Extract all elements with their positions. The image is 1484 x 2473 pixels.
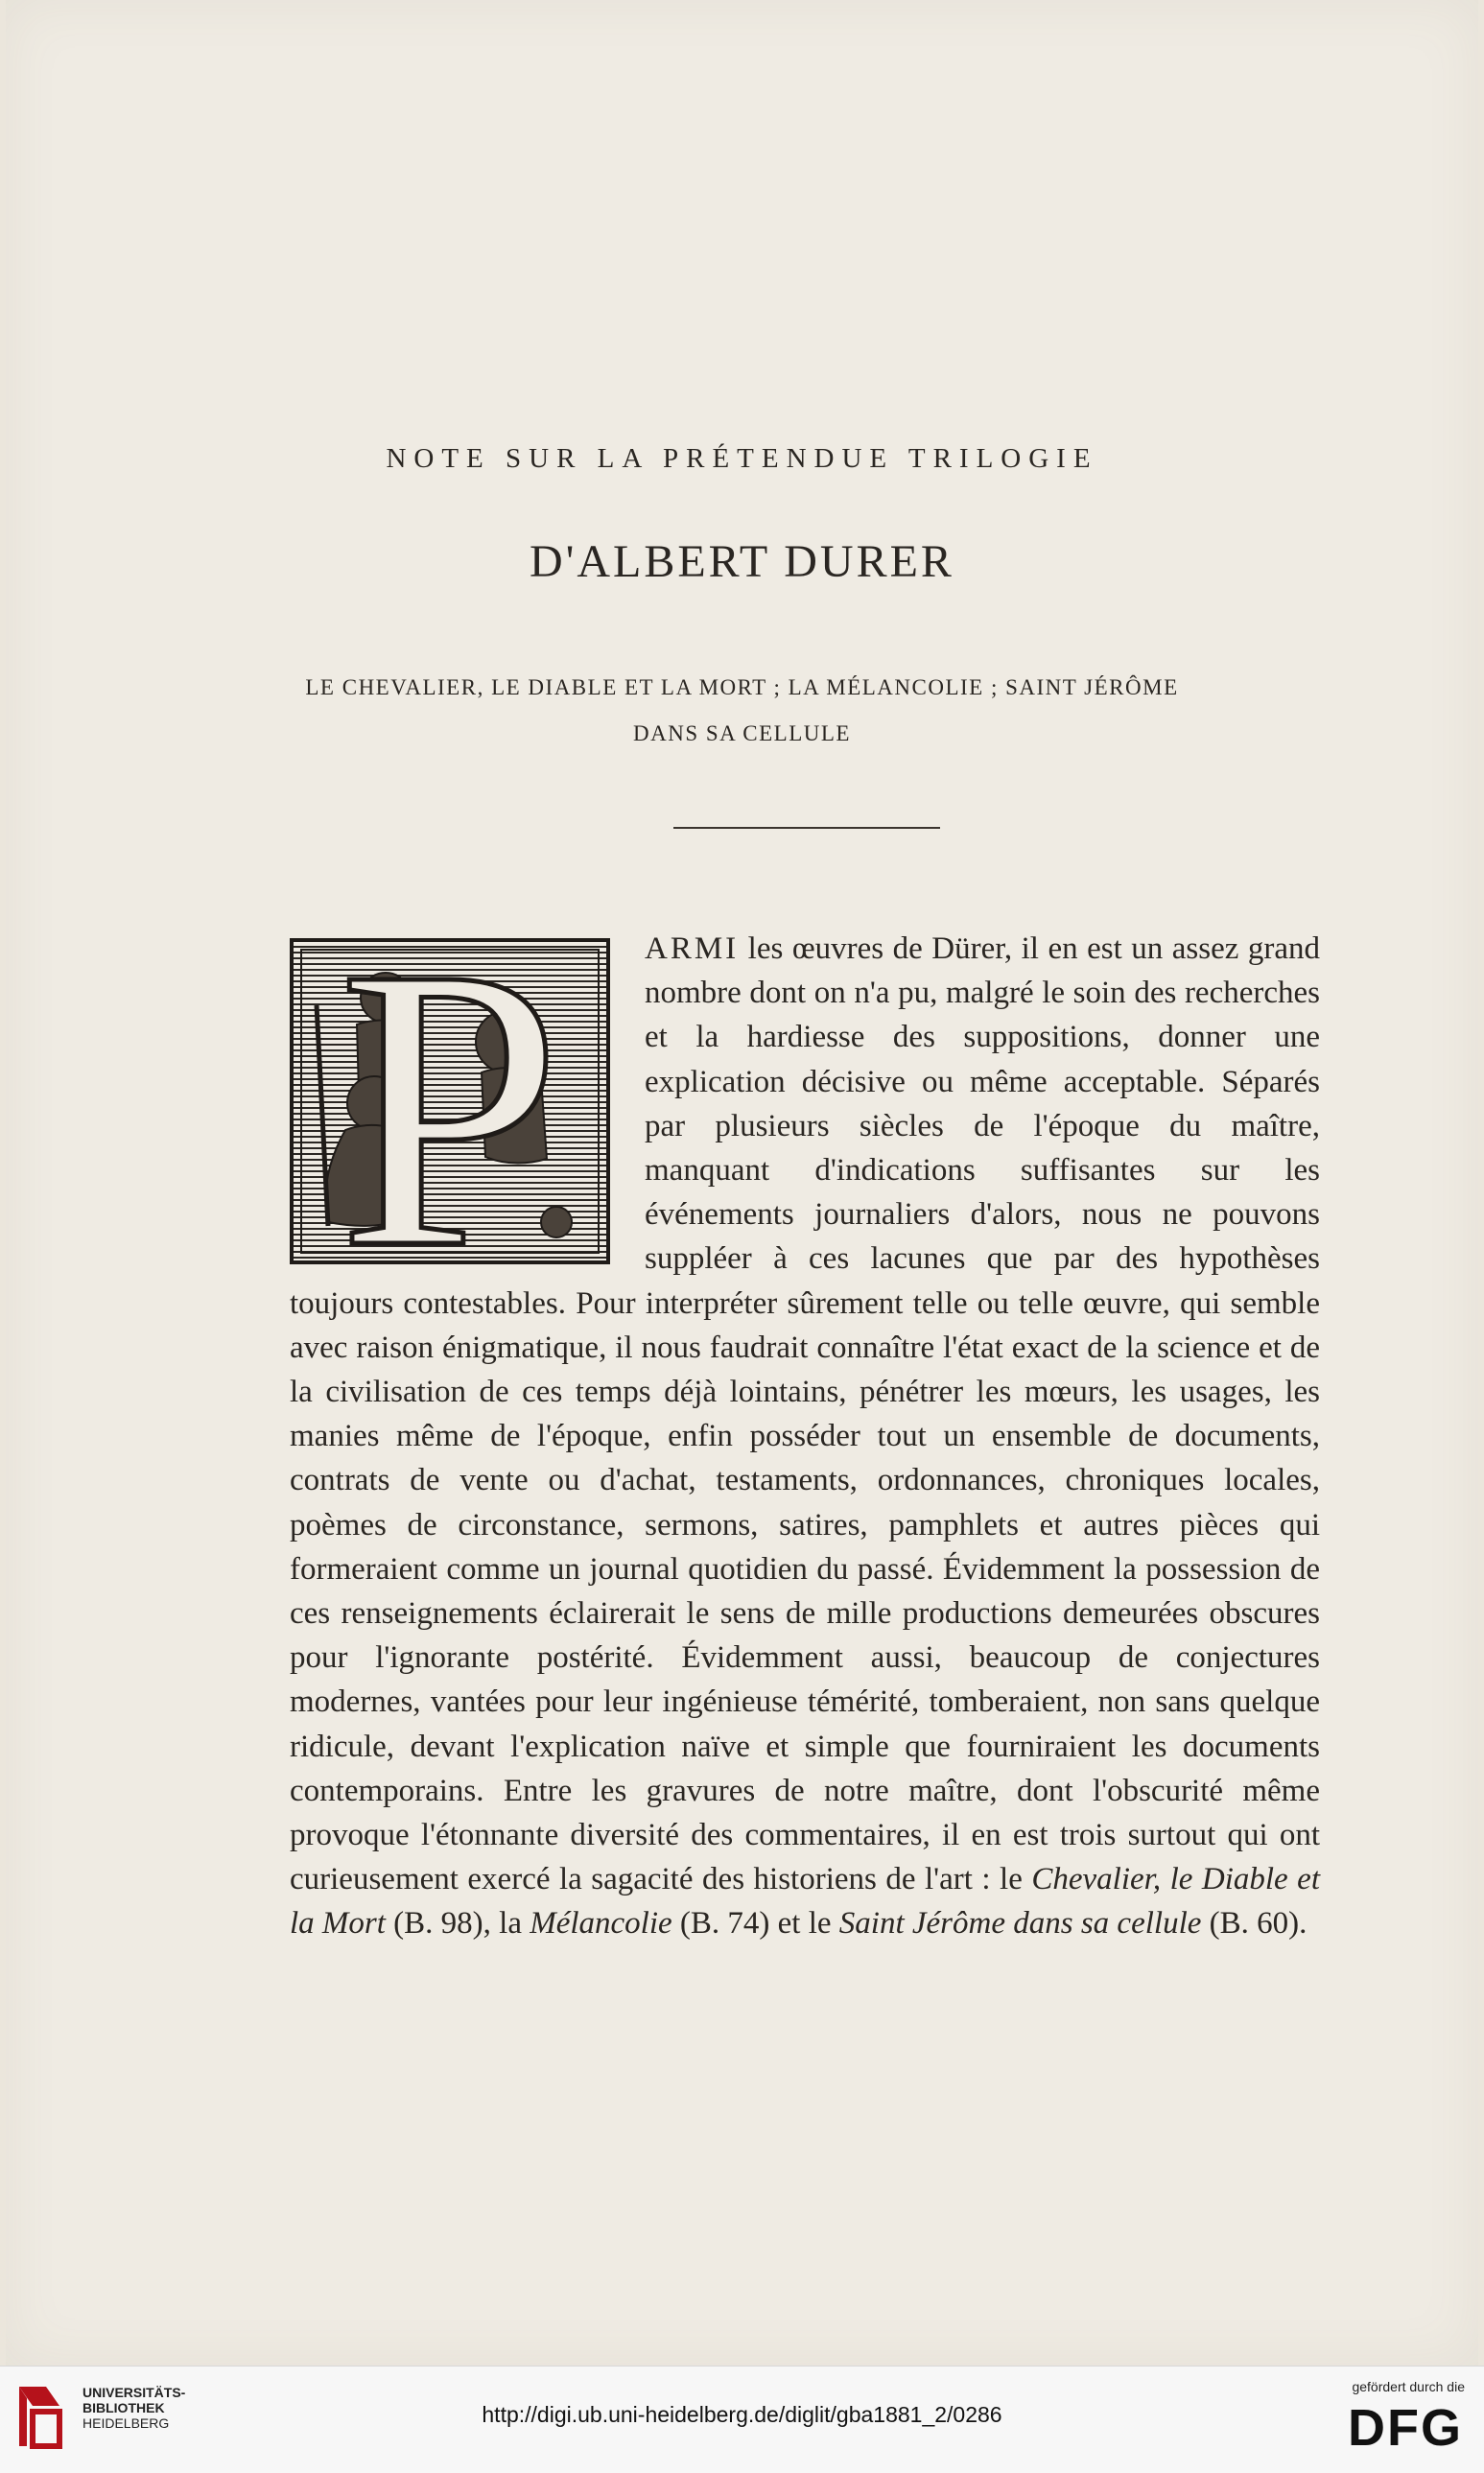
ref-1: (B. 98), la (385, 1906, 530, 1942)
work-title-1: Chevalier, le Diable et la Mort (290, 1862, 1321, 1942)
ref-2: (B. 74) et le (671, 1906, 839, 1942)
library-name-line-1: UNIVERSITÄTS- (82, 2385, 186, 2400)
first-word-rest: ARMI (645, 931, 740, 966)
title-line-2: D'ALBERT DURER (530, 536, 954, 587)
initial-float-space (290, 927, 645, 1276)
subtitle (0, 665, 1484, 757)
work-title-3: Saint Jérôme dans sa cellule (838, 1906, 1202, 1942)
library-name-line-3: HEIDELBERG (82, 2415, 170, 2431)
ref-3: (B. 60). (1201, 1906, 1307, 1942)
title-line-1: NOTE SUR LA PRÉTENDUE TRILOGIE (386, 443, 1098, 474)
dfg-logo: DFG (1348, 2399, 1463, 2457)
subtitle-line-1: LE CHEVALIER, LE DIABLE ET LA MORT ; LA MÉLANCOLIE ; SAINT JÉRÔME (305, 675, 1179, 699)
subtitle-line-2: DANS SA CELLULE (633, 721, 851, 745)
initial-glyph: P (338, 938, 562, 1264)
document-url[interactable]: http://digi.ub.uni-heidelberg.de/diglit/gba1881_2/0286 (482, 2402, 1002, 2427)
title-divider (673, 827, 940, 829)
body-paragraph (290, 927, 1320, 1946)
library-name-line-2: BIBLIOTHEK (82, 2400, 165, 2415)
work-title-2: Mélancolie (530, 1906, 672, 1942)
funding-label: gefördert durch die (1352, 2379, 1465, 2394)
body-text: les œuvres de Dürer, il en est un assez grand nombre dont on n'a pu, malgré le soin des recherches et la hardiesse des suppositions, donner une explication décisive ou même acceptable. Séparés par plusieurs siècles de l'époque du maître, manquant d'indications suffisantes sur les événements journaliers d'alors, nous ne pouvons suppléer à ces lacunes que par des hypothèses toujours contestables. Pour interpréter sûrement telle ou telle œuvre, qui semble avec raison énigmatique, il nous faudrait connaître l'état exact de la science et de la civilisation de ces temps déjà lointains, pénétrer les mœurs, les usages, les manies même de l'époque, enfin posséder tout un ensemble de documents, contrats de vente ou d'achat, testaments, ordonnances, chroniques locales, poèmes de circonstance, sermons, satires, pamphlets et autres pièces qui formeraient comme un journal quotidien du passé. Évidemment la possession de ces renseignements éclairerait le sens de mille productions demeurées obscures pour l'ignorante postérité. Évidemment aussi, beaucoup de conjectures modernes, vantées pour leur ingénieuse témérité, tomberaient, non sans quelque ridicule, devant l'explication naïve et simple que fourniraient les documents contemporains. Entre les gravures de notre maître, dont l'obscurité même provoque l'étonnante diversité des commentaires, il en est trois surtout qui ont curieusement exercé la sagacité des historiens de l'art : le (290, 931, 1320, 1897)
